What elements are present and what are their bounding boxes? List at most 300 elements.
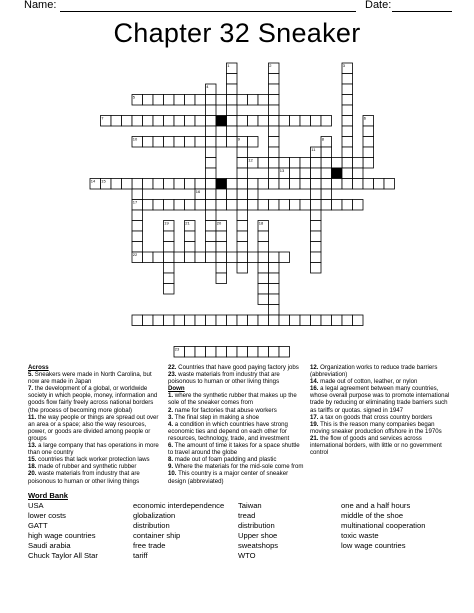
grid-cell[interactable] [237, 231, 248, 242]
grid-cell[interactable] [321, 189, 332, 200]
grid-cell[interactable] [258, 231, 269, 242]
grid-cell[interactable] [279, 347, 290, 358]
grid-cell[interactable] [227, 200, 238, 211]
grid-cell[interactable] [258, 347, 269, 358]
grid-cell[interactable] [311, 179, 322, 190]
grid-cell[interactable] [342, 158, 353, 169]
grid-cell[interactable] [153, 252, 164, 263]
grid-cell[interactable] [290, 168, 301, 179]
grid-cell[interactable] [185, 116, 196, 127]
grid-cell[interactable] [300, 168, 311, 179]
clue-item: 10. This country is a major center of sneaker design (abbreviated) [168, 470, 289, 485]
grid-cell[interactable] [269, 284, 280, 295]
grid-clue-number: 20 [216, 220, 222, 226]
grid-cell[interactable] [164, 242, 175, 253]
grid-cell[interactable] [174, 137, 185, 148]
black-square [332, 168, 343, 179]
grid-cell[interactable] [269, 74, 280, 85]
grid-cell[interactable] [206, 189, 217, 200]
grid-cell[interactable] [279, 252, 290, 263]
grid-cell[interactable] [311, 158, 322, 169]
grid-cell[interactable] [143, 179, 154, 190]
grid-cell[interactable] [164, 263, 175, 274]
grid-cell[interactable] [206, 242, 217, 253]
grid-cell[interactable] [164, 284, 175, 295]
grid-cell[interactable] [353, 179, 364, 190]
grid-cell[interactable] [258, 95, 269, 106]
word-bank-item: Saudi arabia [28, 541, 71, 550]
clue-item: 21. the flow of goods and services across international borders, with little or no government control [310, 434, 442, 457]
grid-cell[interactable] [237, 179, 248, 190]
grid-cell[interactable] [206, 116, 217, 127]
grid-cell[interactable] [227, 116, 238, 127]
grid-cell[interactable] [216, 242, 227, 253]
grid-cell[interactable] [342, 200, 353, 211]
grid-cell[interactable] [216, 95, 227, 106]
grid-cell[interactable] [185, 315, 196, 326]
grid-cell[interactable] [216, 263, 227, 274]
word-bank-column [133, 501, 224, 561]
grid-cell[interactable] [216, 189, 227, 200]
grid-cell[interactable] [311, 252, 322, 263]
grid-cell[interactable] [374, 179, 385, 190]
word-bank-column [238, 501, 278, 561]
grid-cell[interactable] [363, 126, 374, 137]
grid-cell[interactable] [311, 263, 322, 274]
grid-clue-number: 19 [164, 220, 169, 226]
grid-cell[interactable] [132, 179, 143, 190]
grid-cell[interactable] [269, 158, 280, 169]
clue-item: 8. made out of foam padding and plastic [168, 456, 277, 464]
grid-cell[interactable] [384, 179, 395, 190]
word-bank-item: container ship [133, 531, 181, 540]
grid-cell[interactable] [237, 252, 248, 263]
grid-cell[interactable] [185, 200, 196, 211]
grid-cell[interactable] [206, 347, 217, 358]
word-bank-item: tariff [133, 551, 148, 560]
clue-item: 13. a large company that has operations in more than one country [28, 442, 159, 457]
grid-cell[interactable] [237, 210, 248, 221]
grid-cell[interactable] [237, 95, 248, 106]
grid-cell[interactable] [290, 158, 301, 169]
grid-cell[interactable] [174, 95, 185, 106]
grid-cell[interactable] [342, 147, 353, 158]
grid-cell[interactable] [164, 315, 175, 326]
clue-item: 3. The final step in making a shoe [168, 413, 260, 421]
grid-cell[interactable] [321, 315, 332, 326]
grid-cell[interactable] [269, 168, 280, 179]
clue-item: 11. the way people or things are spread out over an area or a space; also the way resources, power, or goods are divided among people or groups [28, 413, 159, 442]
grid-clue-number: 8 [321, 136, 325, 142]
grid-cell[interactable] [195, 200, 206, 211]
grid-cell[interactable] [206, 252, 217, 263]
grid-cell[interactable] [153, 315, 164, 326]
grid-cell[interactable] [248, 189, 259, 200]
word-bank-item: free trade [133, 541, 166, 550]
grid-cell[interactable] [206, 168, 217, 179]
grid-cell[interactable] [332, 200, 343, 211]
grid-clue-number: 12 [248, 157, 253, 163]
grid-cell[interactable] [143, 116, 154, 127]
grid-cell[interactable] [258, 158, 269, 169]
grid-cell[interactable] [237, 347, 248, 358]
grid-cell[interactable] [353, 200, 364, 211]
grid-cell[interactable] [195, 347, 206, 358]
grid-cell[interactable] [248, 137, 259, 148]
grid-cell[interactable] [342, 126, 353, 137]
word-bank-column [28, 501, 98, 561]
grid-cell[interactable] [237, 200, 248, 211]
grid-cell[interactable] [269, 347, 280, 358]
grid-cell[interactable] [174, 252, 185, 263]
grid-cell[interactable] [143, 200, 154, 211]
grid-clue-number: 6 [363, 115, 367, 121]
grid-cell[interactable] [143, 137, 154, 148]
grid-cell[interactable] [185, 231, 196, 242]
grid-cell[interactable] [269, 105, 280, 116]
grid-clue-number: 23 [174, 346, 180, 352]
grid-cell[interactable] [237, 221, 248, 232]
grid-cell[interactable] [227, 74, 238, 85]
grid-cell[interactable] [332, 158, 343, 169]
grid-cell[interactable] [342, 105, 353, 116]
grid-clue-number: 9 [237, 136, 241, 142]
down-heading: Down [168, 385, 185, 393]
grid-cell[interactable] [269, 137, 280, 148]
grid-cell[interactable] [321, 158, 332, 169]
grid-cell[interactable] [237, 242, 248, 253]
grid-cell[interactable] [342, 74, 353, 85]
grid-cell[interactable] [269, 263, 280, 274]
grid-cell[interactable] [290, 315, 301, 326]
grid-cell[interactable] [153, 200, 164, 211]
grid-cell[interactable] [237, 116, 248, 127]
grid-cell[interactable] [227, 105, 238, 116]
grid-cell[interactable] [227, 137, 238, 148]
grid-cell[interactable] [132, 231, 143, 242]
grid-clue-number: 18 [258, 220, 264, 226]
grid-cell[interactable] [248, 179, 259, 190]
grid-cell[interactable] [321, 168, 332, 179]
grid-clue-number: 22 [132, 251, 138, 257]
grid-cell[interactable] [195, 315, 206, 326]
grid-cell[interactable] [269, 116, 280, 127]
word-bank-item: one and a half hours [341, 501, 411, 510]
grid-clue-number: 2 [269, 62, 272, 68]
grid-cell[interactable] [153, 137, 164, 148]
grid-cell[interactable] [164, 231, 175, 242]
grid-cell[interactable] [206, 179, 217, 190]
grid-clue-number: 17 [132, 199, 138, 205]
grid-cell[interactable] [164, 95, 175, 106]
grid-cell[interactable] [363, 158, 374, 169]
grid-cell[interactable] [216, 252, 227, 263]
grid-clue-number: 13 [279, 167, 285, 173]
word-bank-item: high wage countries [28, 531, 96, 540]
grid-cell[interactable] [311, 200, 322, 211]
grid-clue-number: 7 [101, 115, 104, 121]
grid-cell[interactable] [258, 252, 269, 263]
page-title: Chapter 32 Sneaker [113, 18, 361, 48]
grid-cell[interactable] [321, 147, 332, 158]
grid-cell[interactable] [258, 242, 269, 253]
grid-cell[interactable] [174, 315, 185, 326]
clue-item: 6. The amount of time it takes for a space shuttle to travel around the globe [168, 442, 300, 457]
word-bank-item: distribution [238, 521, 275, 530]
grid-cell[interactable] [290, 179, 301, 190]
down-clues-continued [310, 364, 450, 456]
grid-cell[interactable] [279, 315, 290, 326]
grid-clue-number: 10 [132, 136, 138, 142]
grid-cell[interactable] [216, 315, 227, 326]
grid-cell[interactable] [164, 137, 175, 148]
grid-cell[interactable] [353, 168, 364, 179]
grid-cell[interactable] [332, 315, 343, 326]
grid-cell[interactable] [227, 126, 238, 137]
grid-cell[interactable] [258, 294, 269, 305]
grid-cell[interactable] [164, 200, 175, 211]
word-bank-item: lower costs [28, 511, 66, 520]
grid-cell[interactable] [132, 242, 143, 253]
grid-cell[interactable] [216, 200, 227, 211]
grid-cell[interactable] [258, 273, 269, 284]
grid-cell[interactable] [227, 252, 238, 263]
grid-cell[interactable] [269, 294, 280, 305]
grid-cell[interactable] [290, 116, 301, 127]
grid-cell[interactable] [248, 116, 259, 127]
grid-cell[interactable] [132, 116, 143, 127]
grid-cell[interactable] [237, 158, 248, 169]
grid-cell[interactable] [269, 126, 280, 137]
grid-cell[interactable] [174, 179, 185, 190]
grid-cell[interactable] [279, 179, 290, 190]
grid-cell[interactable] [258, 284, 269, 295]
grid-cell[interactable] [164, 252, 175, 263]
word-bank-item: low wage countries [341, 541, 406, 550]
grid-cell[interactable] [185, 252, 196, 263]
word-bank-item: USA [28, 501, 44, 510]
grid-cell[interactable] [300, 158, 311, 169]
grid-cell[interactable] [258, 200, 269, 211]
word-bank-item: middle of the shoe [341, 511, 404, 520]
grid-cell[interactable] [206, 315, 217, 326]
grid-cell[interactable] [227, 347, 238, 358]
grid-cell[interactable] [279, 158, 290, 169]
grid-cell[interactable] [237, 263, 248, 274]
grid-cell[interactable] [185, 347, 196, 358]
word-bank-item: Taiwan [238, 501, 262, 510]
grid-cell[interactable] [132, 189, 143, 200]
grid-cell[interactable] [311, 116, 322, 127]
grid-cell[interactable] [269, 179, 280, 190]
grid-cell[interactable] [216, 231, 227, 242]
word-bank-item: distribution [133, 521, 170, 530]
grid-cell[interactable] [132, 315, 143, 326]
word-bank-item: WTO [238, 551, 256, 560]
grid-cell[interactable] [248, 200, 259, 211]
grid-cell[interactable] [342, 116, 353, 127]
grid-cell[interactable] [311, 315, 322, 326]
word-bank-item: globalization [133, 511, 176, 520]
grid-cell[interactable] [227, 95, 238, 106]
grid-cell[interactable] [300, 116, 311, 127]
grid-cell[interactable] [321, 200, 332, 211]
grid-cell[interactable] [195, 252, 206, 263]
word-bank-item: Chuck Taylor All Star [28, 551, 98, 560]
grid-cell[interactable] [311, 242, 322, 253]
name-label: Name: [24, 0, 57, 11]
word-bank-item: economic interdependence [133, 501, 225, 510]
clue-item: 14. made out of cotton, leather, or nylon [310, 378, 418, 386]
grid-cell[interactable] [122, 116, 133, 127]
grid-cell[interactable] [269, 84, 280, 95]
grid-cell[interactable] [269, 252, 280, 263]
grid-cell[interactable] [342, 95, 353, 106]
clue-item: 18. made of rubber and synthetic rubber [28, 463, 137, 471]
grid-cell[interactable] [216, 273, 227, 284]
grid-clue-number: 21 [185, 220, 190, 226]
grid-cell[interactable] [311, 231, 322, 242]
grid-cell[interactable] [363, 179, 374, 190]
grid-cell[interactable] [342, 315, 353, 326]
grid-cell[interactable] [185, 179, 196, 190]
grid-cell[interactable] [332, 179, 343, 190]
grid-cell[interactable] [290, 200, 301, 211]
across-heading: Across [28, 364, 49, 371]
grid-cell[interactable] [269, 147, 280, 158]
grid-cell[interactable] [206, 158, 217, 169]
grid-cell[interactable] [111, 179, 122, 190]
word-bank-item: Upper shoe [238, 531, 278, 540]
grid-cell[interactable] [227, 315, 238, 326]
word-bank-heading: Word Bank [28, 491, 68, 500]
clue-item: 7. the development of a global, or worldwide society in which people, money, information and goods flow fairly freely across national borders (the process of becoming more global) [28, 385, 158, 414]
black-square [216, 116, 227, 127]
grid-cell[interactable] [164, 179, 175, 190]
word-bank-item: multinational cooperation [341, 521, 426, 530]
grid-cell[interactable] [227, 189, 238, 200]
grid-cell[interactable] [363, 147, 374, 158]
grid-cell[interactable] [153, 95, 164, 106]
grid-cell[interactable] [269, 315, 280, 326]
grid-cell[interactable] [258, 116, 269, 127]
grid-cell[interactable] [111, 116, 122, 127]
grid-cell[interactable] [195, 179, 206, 190]
grid-cell[interactable] [248, 95, 259, 106]
clue-item: 23. waste materials from industry that are poisonous to human or other living things [168, 371, 280, 386]
grid-cell[interactable] [342, 168, 353, 179]
grid-cell[interactable] [237, 168, 248, 179]
grid-cell[interactable] [311, 168, 322, 179]
grid-cell[interactable] [300, 315, 311, 326]
grid-cell[interactable] [206, 126, 217, 137]
grid-cell[interactable] [195, 116, 206, 127]
grid-cell[interactable] [132, 210, 143, 221]
grid-cell[interactable] [237, 189, 248, 200]
grid-cell[interactable] [353, 158, 364, 169]
grid-cell[interactable] [143, 95, 154, 106]
grid-cell[interactable] [269, 95, 280, 106]
grid-cell[interactable] [174, 200, 185, 211]
grid-cell[interactable] [300, 179, 311, 190]
grid-cell[interactable] [227, 179, 238, 190]
grid-cell[interactable] [321, 116, 332, 127]
grid-cell[interactable] [185, 242, 196, 253]
date-label: Date: [365, 0, 392, 11]
black-square [216, 179, 227, 190]
grid-cell[interactable] [195, 95, 206, 106]
grid-cell[interactable] [153, 116, 164, 127]
grid-cell[interactable] [206, 200, 217, 211]
grid-cell[interactable] [342, 137, 353, 148]
grid-cell[interactable] [300, 200, 311, 211]
grid-cell[interactable] [269, 273, 280, 284]
grid-cell[interactable] [206, 105, 217, 116]
grid-cell[interactable] [143, 315, 154, 326]
grid-clue-number: 1 [227, 62, 230, 68]
grid-cell[interactable] [237, 147, 248, 158]
grid-clue-number: 15 [101, 178, 106, 184]
grid-cell[interactable] [342, 179, 353, 190]
grid-cell[interactable] [248, 252, 259, 263]
grid-cell[interactable] [279, 200, 290, 211]
grid-cell[interactable] [206, 221, 217, 232]
grid-cell[interactable] [206, 147, 217, 158]
grid-cell[interactable] [195, 137, 206, 148]
grid-cell[interactable] [174, 116, 185, 127]
grid-cell[interactable] [216, 137, 227, 148]
grid-cell[interactable] [279, 116, 290, 127]
clue-item: 19. This is the reason many companies began moving sneaker production offshore in the 1970s [310, 420, 442, 435]
grid-cell[interactable] [206, 210, 217, 221]
grid-cell[interactable] [237, 315, 248, 326]
grid-cell[interactable] [311, 221, 322, 232]
grid-cell[interactable] [206, 95, 217, 106]
grid-cell[interactable] [248, 347, 259, 358]
grid-cell[interactable] [353, 315, 364, 326]
grid-cell[interactable] [122, 179, 133, 190]
grid-cell[interactable] [248, 315, 259, 326]
grid-cell[interactable] [258, 315, 269, 326]
grid-cell[interactable] [269, 200, 280, 211]
grid-cell[interactable] [363, 137, 374, 148]
grid-cell[interactable] [311, 210, 322, 221]
clue-item: 1. where the synthetic rubber that makes up the sole of the sneaker comes from [168, 392, 297, 407]
grid-cell[interactable] [164, 273, 175, 284]
grid-cell[interactable] [269, 305, 280, 316]
grid-cell[interactable] [258, 179, 269, 190]
grid-cell[interactable] [185, 137, 196, 148]
grid-cell[interactable] [342, 84, 353, 95]
word-bank-item: sweatshops [238, 541, 279, 550]
grid-cell[interactable] [206, 231, 217, 242]
clue-item: 4. a condition in which countries have strong economic ties and depend on each other for resources, technology, trade, and investment [168, 420, 290, 442]
grid-clue-number: 3 [342, 62, 346, 68]
grid-cell[interactable] [164, 116, 175, 127]
grid-cell[interactable] [321, 179, 332, 190]
word-bank [28, 491, 468, 560]
grid-cell[interactable] [153, 179, 164, 190]
grid-cell[interactable] [206, 137, 217, 148]
grid-cell[interactable] [311, 189, 322, 200]
grid-cell[interactable] [258, 263, 269, 274]
grid-cell[interactable] [216, 347, 227, 358]
grid-cell[interactable] [185, 95, 196, 106]
grid-cell[interactable] [143, 252, 154, 263]
grid-cell[interactable] [132, 221, 143, 232]
grid-clue-number: 16 [195, 188, 201, 194]
grid-cell[interactable] [227, 84, 238, 95]
